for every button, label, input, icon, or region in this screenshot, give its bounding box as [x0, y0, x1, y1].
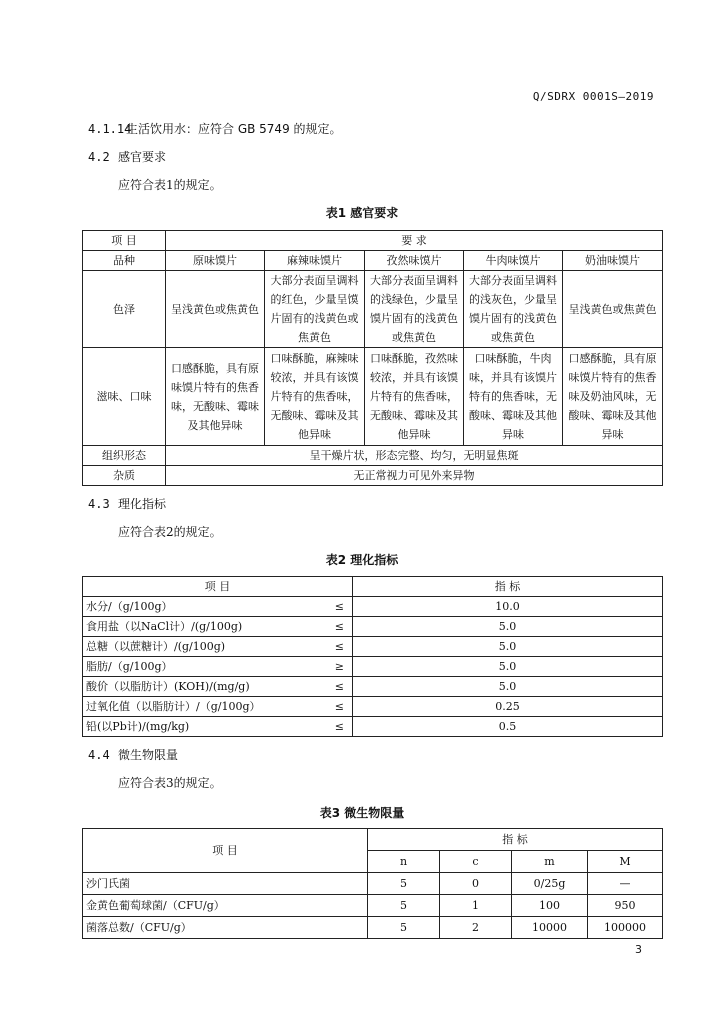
table-row — [83, 917, 663, 939]
value-cell: 10.0 — [353, 597, 663, 617]
value-cell: 0.25 — [353, 697, 663, 717]
section-4-3-body: 应符合表2的规定。 — [118, 525, 222, 539]
section-4-4-body: 应符合表3的规定。 — [118, 776, 222, 790]
value-cell: 5 — [368, 873, 440, 895]
section-text: 生活饮用水：应符合 GB 5749 的规定。 — [126, 122, 342, 136]
table2-head-index: 指 标 — [353, 577, 663, 597]
table-row — [83, 873, 663, 895]
symbol-cell: ≤ — [323, 617, 353, 637]
section-4-1-14 — [88, 120, 342, 137]
sub-header: m — [512, 851, 588, 873]
item-cell: 总糖（以蔗糖计）/(g/100g) — [83, 637, 323, 657]
item-cell: 食用盐（以NaCl计）/(g/100g) — [83, 617, 323, 637]
table1-head-item: 项 目 — [83, 231, 166, 251]
value-cell: 0.5 — [353, 717, 663, 737]
symbol-cell: ≤ — [323, 677, 353, 697]
symbol-cell: ≤ — [323, 637, 353, 657]
table1-head-req: 要 求 — [166, 231, 663, 251]
table-row — [83, 446, 663, 466]
section-title: 微生物限量 — [118, 748, 179, 762]
table-cell: 口感酥脆，具有原味馍片特有的焦香味及奶油风味，无酸味、霉味及其他异味 — [563, 348, 663, 446]
table3-caption: 表3 微生物限量 — [319, 806, 405, 820]
table-cell: 呈浅黄色或焦黄色 — [166, 271, 265, 348]
value-cell: 5 — [368, 895, 440, 917]
symbol-cell: ≥ — [323, 657, 353, 677]
table-row — [83, 697, 663, 717]
table-cell: 口味酥脆，麻辣味较浓，并具有该馍片特有的焦香味，无酸味、霉味及其他异味 — [265, 348, 365, 446]
table-cell: 呈浅黄色或焦黄色 — [563, 271, 663, 348]
section-number: 4.1.14 — [88, 122, 132, 136]
symbol-cell: ≤ — [323, 697, 353, 717]
table-cell: 无正常视力可见外来异物 — [166, 466, 663, 486]
symbol-cell: ≤ — [323, 717, 353, 737]
table-cell: 牛肉味馍片 — [464, 251, 563, 271]
value-cell: 5.0 — [353, 677, 663, 697]
table-row — [83, 597, 663, 617]
table-row — [83, 617, 663, 637]
sub-header: M — [588, 851, 663, 873]
table-row — [83, 657, 663, 677]
section-number: 4.3 — [88, 497, 110, 511]
section-4-3-heading — [88, 495, 166, 512]
value-cell: 0/25g — [512, 873, 588, 895]
table-cell: 口味酥脆，孜然味较浓，并具有该馍片特有的焦香味，无酸味、霉味及其他异味 — [365, 348, 464, 446]
value-cell: 1 — [440, 895, 512, 917]
item-cell: 水分/（g/100g） — [83, 597, 323, 617]
value-cell: — — [588, 873, 663, 895]
physchem-table — [82, 576, 663, 737]
sensory-table — [82, 230, 663, 486]
table3-head-item: 项 目 — [83, 829, 368, 873]
sub-header: n — [368, 851, 440, 873]
table-row — [83, 348, 663, 446]
table-cell: 大部分表面呈调料的浅绿色，少量呈馍片固有的浅黄色或焦黄色 — [365, 271, 464, 348]
item-cell: 菌落总数/（CFU/g） — [83, 917, 368, 939]
value-cell: 950 — [588, 895, 663, 917]
row-label: 品种 — [83, 251, 166, 271]
value-cell: 5.0 — [353, 617, 663, 637]
item-cell: 金黄色葡萄球菌/（CFU/g） — [83, 895, 368, 917]
table-cell: 口感酥脆，具有原味馍片特有的焦香味，无酸味、霉味及其他异味 — [166, 348, 265, 446]
table-cell: 呈干燥片状，形态完整、均匀，无明显焦斑 — [166, 446, 663, 466]
value-cell: 100 — [512, 895, 588, 917]
table-row — [83, 466, 663, 486]
table-cell: 大部分表面呈调料的浅灰色，少量呈馍片固有的浅黄色或焦黄色 — [464, 271, 563, 348]
table3-head-index: 指 标 — [368, 829, 663, 851]
section-number: 4.2 — [88, 150, 110, 164]
item-cell: 过氧化值（以脂肪计）/（g/100g） — [83, 697, 323, 717]
row-label: 杂质 — [83, 466, 166, 486]
table-row — [83, 637, 663, 657]
table-row — [83, 895, 663, 917]
table2-caption: 表2 理化指标 — [325, 553, 399, 567]
value-cell: 10000 — [512, 917, 588, 939]
sub-header: c — [440, 851, 512, 873]
table-cell: 孜然味馍片 — [365, 251, 464, 271]
value-cell: 100000 — [588, 917, 663, 939]
item-cell: 沙门氏菌 — [83, 873, 368, 895]
item-cell: 脂肪/（g/100g） — [83, 657, 323, 677]
value-cell: 5 — [368, 917, 440, 939]
table-row — [83, 717, 663, 737]
table-cell: 口味酥脆，牛肉味，并具有该馍片特有的焦香味，无酸味、霉味及其他异味 — [464, 348, 563, 446]
table-row — [83, 677, 663, 697]
row-label: 滋味、口味 — [83, 348, 166, 446]
table1-caption: 表1 感官要求 — [325, 206, 399, 220]
section-4-2-body: 应符合表1的规定。 — [118, 178, 222, 192]
table-cell: 麻辣味馍片 — [265, 251, 365, 271]
table-row — [83, 271, 663, 348]
page-number: 3 — [635, 943, 642, 956]
document-id: Q/SDRX 0001S—2019 — [532, 90, 654, 103]
section-title: 理化指标 — [118, 497, 167, 511]
value-cell: 2 — [440, 917, 512, 939]
value-cell: 5.0 — [353, 657, 663, 677]
row-label: 组织形态 — [83, 446, 166, 466]
section-4-2-heading — [88, 148, 166, 165]
section-title: 感官要求 — [118, 150, 167, 164]
row-label: 色泽 — [83, 271, 166, 348]
table2-head-item: 项 目 — [83, 577, 353, 597]
symbol-cell: ≤ — [323, 597, 353, 617]
table-cell: 原味馍片 — [166, 251, 265, 271]
value-cell: 5.0 — [353, 637, 663, 657]
micro-table — [82, 828, 663, 939]
table-cell: 奶油味馍片 — [563, 251, 663, 271]
section-4-4-heading — [88, 746, 178, 763]
item-cell: 酸价（以脂肪计）(KOH)/(mg/g) — [83, 677, 323, 697]
table-row — [83, 251, 663, 271]
item-cell: 铅(以Pb计)/(mg/kg) — [83, 717, 323, 737]
value-cell: 0 — [440, 873, 512, 895]
table-cell: 大部分表面呈调料的红色，少量呈馍片固有的浅黄色或焦黄色 — [265, 271, 365, 348]
section-number: 4.4 — [88, 748, 110, 762]
